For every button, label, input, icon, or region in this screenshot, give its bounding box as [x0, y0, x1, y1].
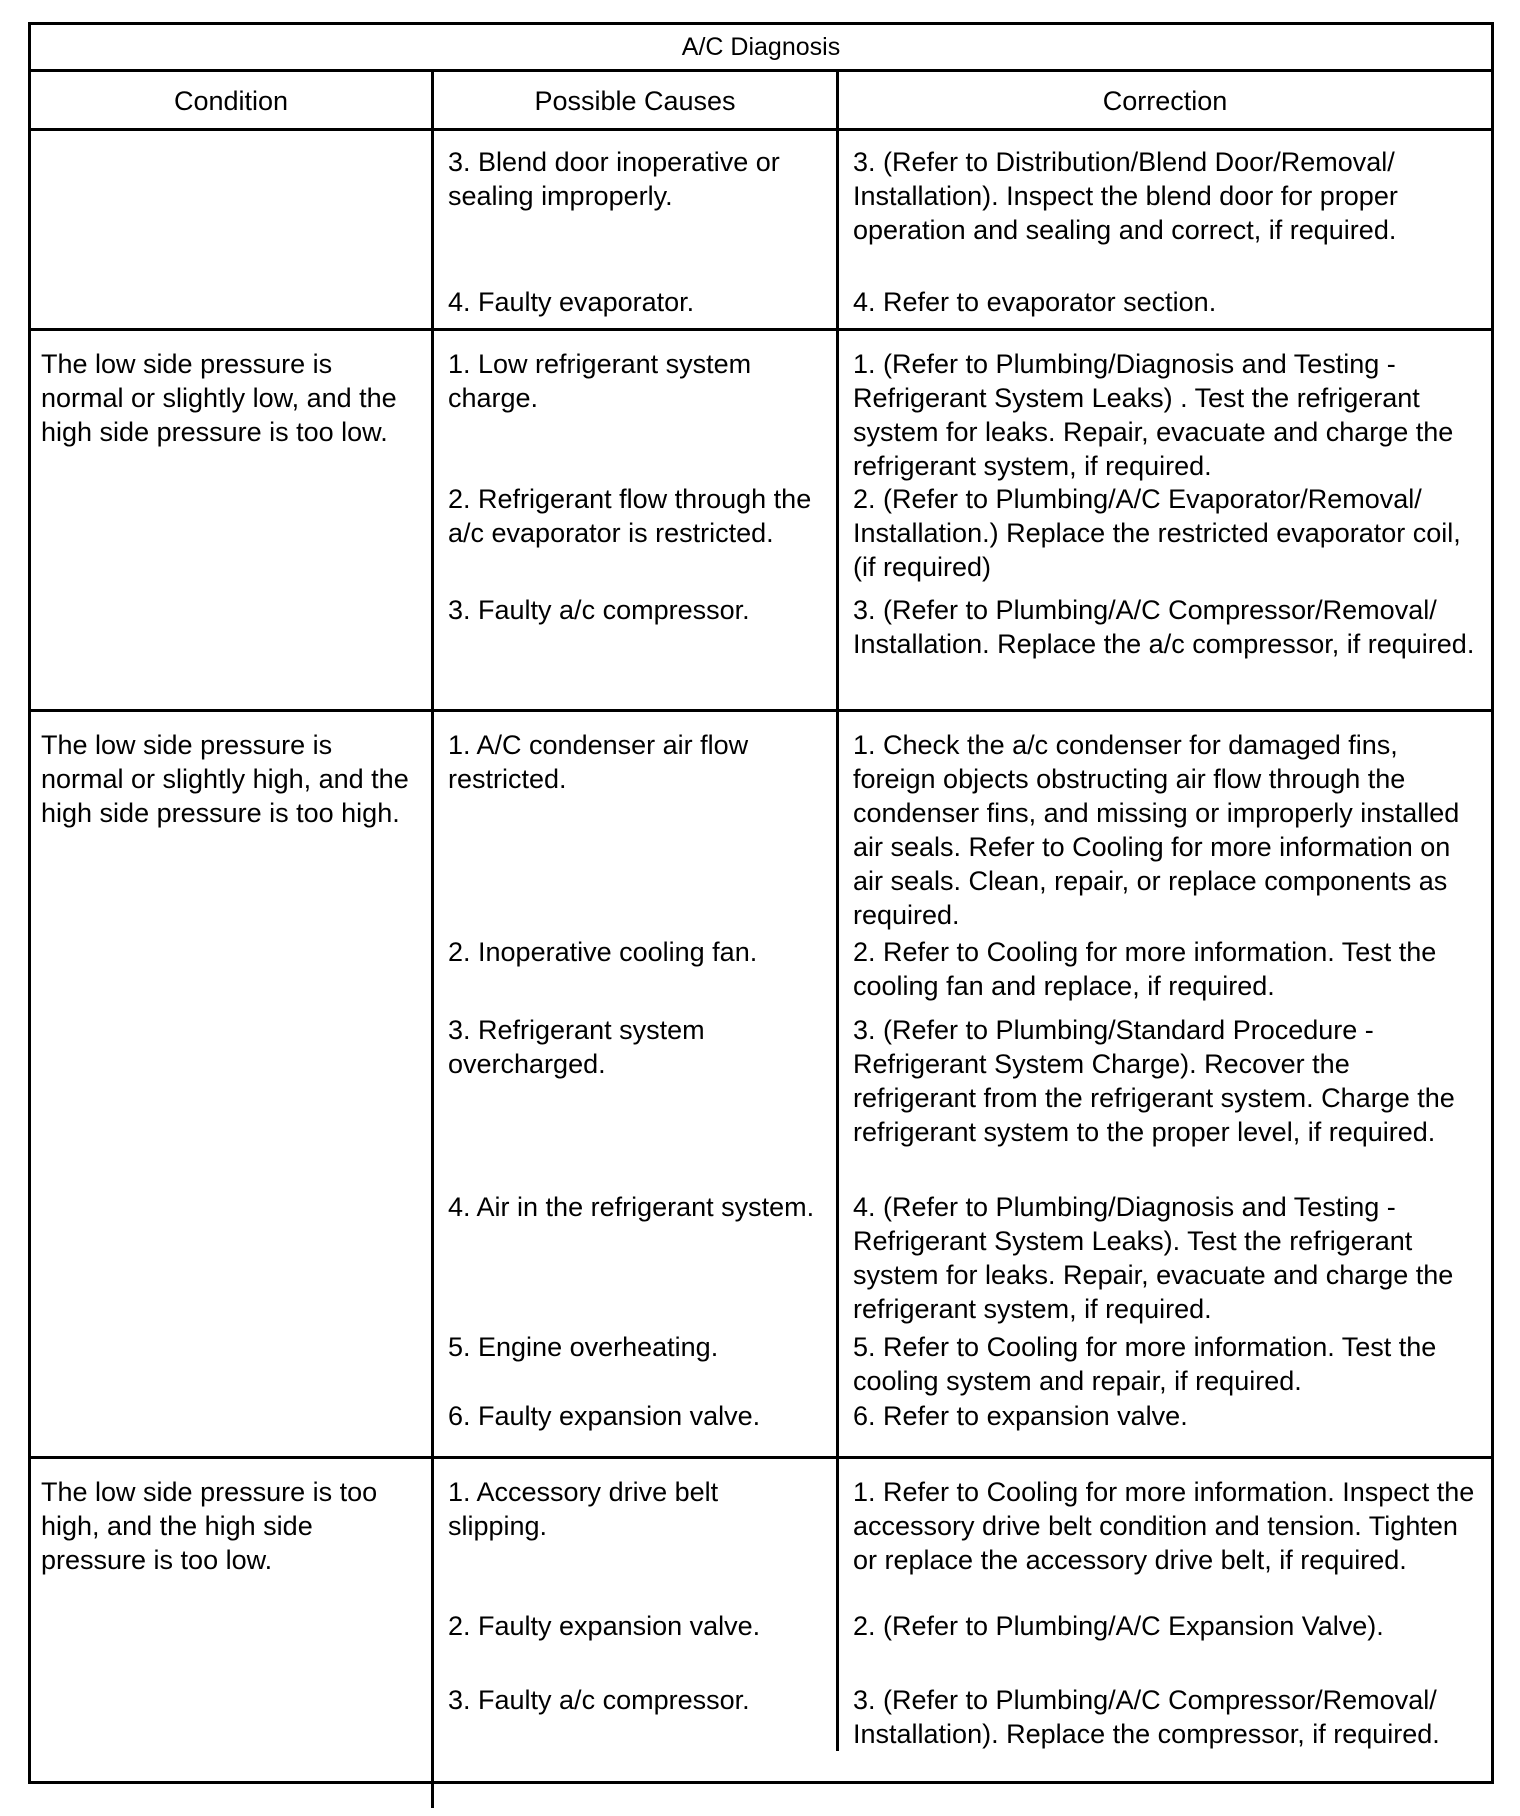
cause-row	[434, 1009, 1491, 1186]
correction-cell: 4. Refer to evaporator section.	[853, 287, 1217, 317]
possible-cause-cell: 5. Engine overheating.	[434, 1330, 839, 1395]
cause-row	[434, 1330, 1491, 1395]
cause-list	[434, 131, 1491, 328]
condition-cell	[31, 131, 434, 328]
correction-cell: 3. (Refer to Plumbing/A/C Compressor/Removal/ Installation). Replace the compressor, if required.	[853, 1685, 1440, 1749]
possible-cause-cell: 1. Low refrigerant system charge.	[434, 331, 839, 478]
correction-cell: 2. Refer to Cooling for more information. Test the cooling fan and replace, if required.	[853, 937, 1437, 1001]
correction-cell: 6. Refer to expansion valve.	[853, 1401, 1188, 1431]
correction-cell: 3. (Refer to Distribution/Blend Door/Removal/ Installation). Inspect the blend door for proper operation and sealing and correct, if required.	[853, 147, 1398, 245]
table-title: A/C Diagnosis	[31, 25, 1491, 72]
cause-row	[434, 712, 1491, 932]
correction-cell: 2. (Refer to Plumbing/A/C Expansion Valve).	[853, 1611, 1384, 1641]
correction-cell: 3. (Refer to Plumbing/Standard Procedure - Refrigerant System Charge). Recover the refrigerant from the refrigerant system. Charge the refrigerant system to the proper level, if required.	[853, 1015, 1455, 1147]
possible-cause-cell: 2. Inoperative cooling fan.	[434, 932, 839, 1009]
diagnosis-table	[28, 22, 1494, 1784]
condition-cell: The low side pressure is too high, and the high side pressure is too low.	[31, 1459, 434, 1808]
possible-cause-cell: 3. Faulty a/c compressor.	[434, 589, 839, 712]
cause-list	[434, 712, 1491, 1456]
cause-row	[434, 1186, 1491, 1330]
condition-group	[31, 131, 1491, 331]
correction-cell: 2. (Refer to Plumbing/A/C Evaporator/Removal/ Installation.) Replace the restricted evaporator coil, (if required)	[853, 484, 1461, 582]
cause-row	[434, 1459, 1491, 1606]
cause-row	[434, 478, 1491, 589]
condition-group	[31, 331, 1491, 712]
correction-cell: 4. (Refer to Plumbing/Diagnosis and Testing - Refrigerant System Leaks). Test the refrigerant system for leaks. Repair, evacuate and charge the refrigerant system, if required.	[853, 1192, 1454, 1324]
cause-list	[434, 331, 1491, 709]
possible-cause-cell: 3. Blend door inoperative or sealing improperly.	[434, 131, 839, 278]
possible-cause-cell: 2. Faulty expansion valve.	[434, 1606, 839, 1679]
possible-cause-cell: 4. Faulty evaporator.	[434, 278, 839, 331]
correction-cell: 1. (Refer to Plumbing/Diagnosis and Testing - Refrigerant System Leaks) . Test the refrigerant system for leaks. Repair, evacuate and charge the refrigerant system, if required.	[853, 349, 1454, 481]
possible-cause-cell: 2. Refrigerant flow through the a/c evaporator is restricted.	[434, 478, 839, 589]
header-correction: Correction	[1102, 86, 1228, 116]
cause-row	[434, 589, 1491, 712]
possible-cause-cell: 1. Accessory drive belt slipping.	[434, 1459, 839, 1606]
correction-cell: 1. Check the a/c condenser for damaged fins, foreign objects obstructing air flow through the condenser fins, and missing or improperly installed air seals. Refer to Cooling for more information on air seals. Clean, repair, or replace components as required.	[853, 730, 1460, 930]
possible-cause-cell: 6. Faulty expansion valve.	[434, 1395, 839, 1459]
condition-group	[31, 712, 1491, 1459]
possible-cause-cell: 4. Air in the refrigerant system.	[434, 1186, 839, 1330]
possible-cause-cell: 3. Refrigerant system overcharged.	[434, 1009, 839, 1186]
header-possible-causes: Possible Causes	[434, 72, 839, 128]
cause-list	[434, 1459, 1491, 1808]
cause-row	[434, 278, 1491, 331]
condition-cell: The low side pressure is normal or slightly low, and the high side pressure is too low.	[31, 331, 434, 709]
cause-row	[434, 1395, 1491, 1459]
cause-row	[434, 1606, 1491, 1679]
cause-row	[434, 331, 1491, 481]
possible-cause-cell: 3. Faulty a/c compressor.	[434, 1679, 839, 1751]
cause-row	[434, 932, 1491, 1009]
cause-row	[434, 1679, 1491, 1751]
correction-cell: 5. Refer to Cooling for more information. Test the cooling system and repair, if required.	[853, 1332, 1437, 1396]
cause-row	[434, 131, 1491, 278]
condition-cell: The low side pressure is normal or slightly high, and the high side pressure is too high.	[31, 712, 434, 1456]
header-condition: Condition	[31, 72, 434, 128]
header-row	[31, 72, 1491, 131]
correction-cell: 1. Refer to Cooling for more information. Inspect the accessory drive belt condition and tension. Tighten or replace the accessory drive belt, if required.	[853, 1477, 1475, 1575]
correction-cell: 3. (Refer to Plumbing/A/C Compressor/Removal/ Installation. Replace the a/c compressor, if required.	[853, 595, 1475, 659]
possible-cause-cell: 1. A/C condenser air flow restricted.	[434, 712, 839, 932]
condition-group	[31, 1459, 1491, 1808]
